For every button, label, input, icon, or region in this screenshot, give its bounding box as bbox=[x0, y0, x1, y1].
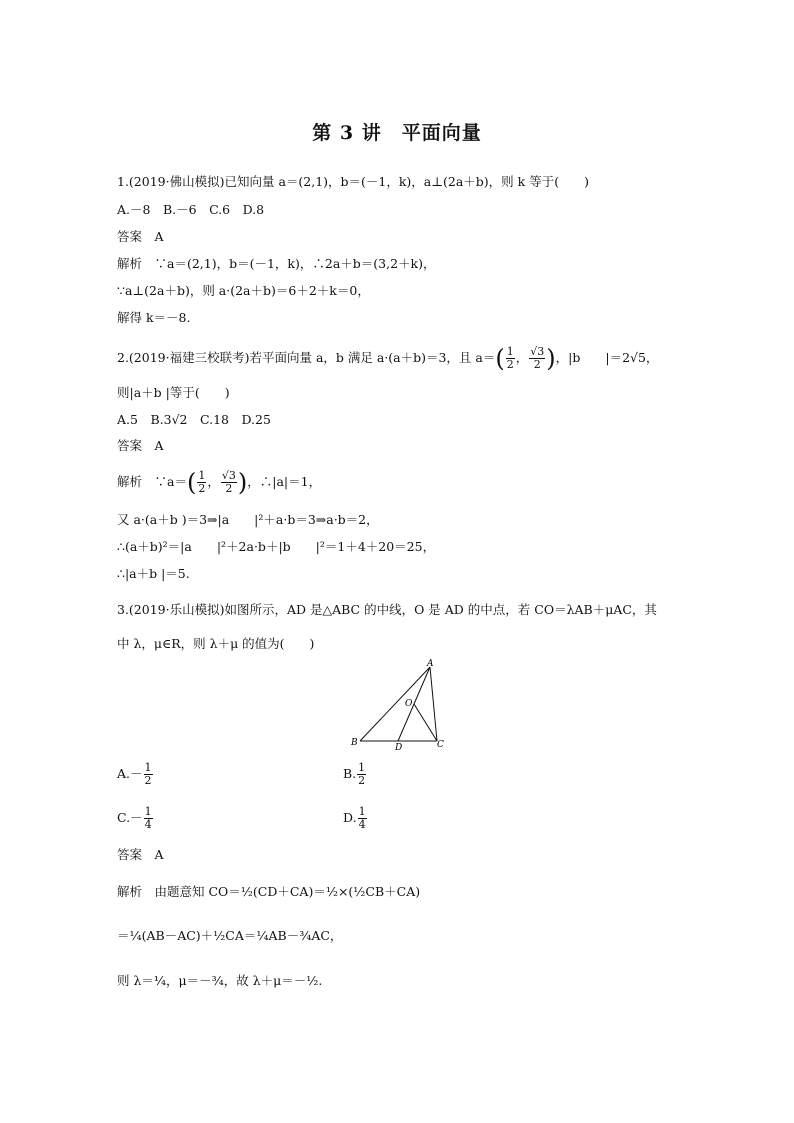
q2-sol1b: ，∴|a|＝1， bbox=[247, 474, 322, 489]
q1-options: A.－8 B.－6 C.6 D.8 bbox=[117, 202, 265, 217]
q2-sol-frac-1: $\frac{1}{2}$ bbox=[198, 469, 206, 495]
page-title: 第 3 讲 平面向量 bbox=[312, 122, 482, 144]
label-a: A bbox=[427, 659, 434, 669]
q3-solution-line3: 则 λ＝¼，μ＝－¾，故 λ＋μ＝－½. bbox=[117, 973, 323, 988]
q2-frac-2: $\frac{√3}{2}$ bbox=[530, 345, 545, 371]
q1-solution-line3: 解得 k＝－8. bbox=[117, 310, 191, 325]
q3-stem-line2: 中 λ，μ∈R，则 λ＋μ 的值为( ) bbox=[117, 636, 315, 651]
edge-ab bbox=[360, 667, 430, 741]
q3-option-a: A.－ $\frac{1}{2}$ bbox=[117, 761, 152, 787]
q3-answer: 答案 A bbox=[117, 847, 164, 862]
q2-frac-1: $\frac{1}{2}$ bbox=[506, 345, 514, 371]
q3-stem-line1: 3.(2019·乐山模拟)如图所示，AD 是△ABC 的中线，O 是 AD 的中点，若 CO＝λAB＋μAC，其 bbox=[117, 602, 657, 617]
label-d: D bbox=[395, 743, 403, 753]
q3-option-c: C.－ $\frac{1}{4}$ bbox=[117, 805, 152, 831]
q2-sol-frac-2: $\frac{√3}{2}$ bbox=[221, 469, 236, 495]
q2-options: A.5 B.3√2 C.18 D.25 bbox=[117, 412, 271, 427]
q3-solution-line1: 解析 由题意知 CO＝½(CD＋CA)＝½×(½CB＋CA) bbox=[117, 884, 421, 899]
q3-option-d: D. $\frac{1}{4}$ bbox=[343, 805, 366, 831]
q2-solution-line1: 解析 ∵a＝( $\frac{1}{2}$ ， $\frac{√3}{2}$ )，∴|a|＝1， bbox=[117, 468, 322, 497]
q1-solution-line2: ∵a⊥(2a＋b)，则 a·(2a＋b)＝6＋2＋k＝0， bbox=[117, 283, 370, 298]
q1-solution-line1: 解析 ∵a＝(2,1)，b＝(－1，k)，∴2a＋b＝(3,2＋k)， bbox=[117, 256, 436, 271]
q2-solution-line2: 又 a·(a＋b )＝3⇒|a |²＋a·b＝3⇒a·b＝2， bbox=[117, 512, 379, 527]
label-c: C bbox=[437, 740, 444, 750]
triangle-figure bbox=[340, 655, 460, 753]
q2-answer: 答案 A bbox=[117, 438, 164, 453]
q2-solution-line4: ∴|a＋b |＝5. bbox=[117, 566, 190, 581]
label-b: B bbox=[351, 738, 358, 748]
label-o: O bbox=[405, 699, 413, 709]
q2-sol1a: 解析 ∵a＝ bbox=[117, 474, 187, 489]
q3-option-b: B. $\frac{1}{2}$ bbox=[343, 761, 366, 787]
q2-stem-a: 2.(2019·福建三校联考)若平面向量 a，b 满足 a·(a＋b)＝3，且 a＝ bbox=[117, 350, 496, 365]
q3-solution-line2: ＝¼(AB－AC)＋½CA＝¼AB－¾AC， bbox=[117, 928, 343, 943]
edge-ac bbox=[430, 667, 437, 741]
q2-stem-line1: 2.(2019·福建三校联考)若平面向量 a，b 满足 a·(a＋b)＝3，且 a＝( $\frac{1}{2}$ ， $\frac{√3}{2}$ )，|b |＝2√5， bbox=[117, 344, 659, 373]
q2-solution-line3: ∴(a＋b)²＝|a |²＋2a·b＋|b |²＝1＋4＋20＝25， bbox=[117, 539, 436, 554]
q2-stem-line2: 则|a＋b |等于( ) bbox=[117, 385, 230, 400]
q2-stem-b: ，|b |＝2√5， bbox=[555, 350, 659, 365]
q1-stem: 1.(2019·佛山模拟)已知向量 a＝(2,1)，b＝(－1，k)，a⊥(2a＋b)，则 k 等于( ) bbox=[117, 174, 589, 189]
q1-answer: 答案 A bbox=[117, 229, 164, 244]
